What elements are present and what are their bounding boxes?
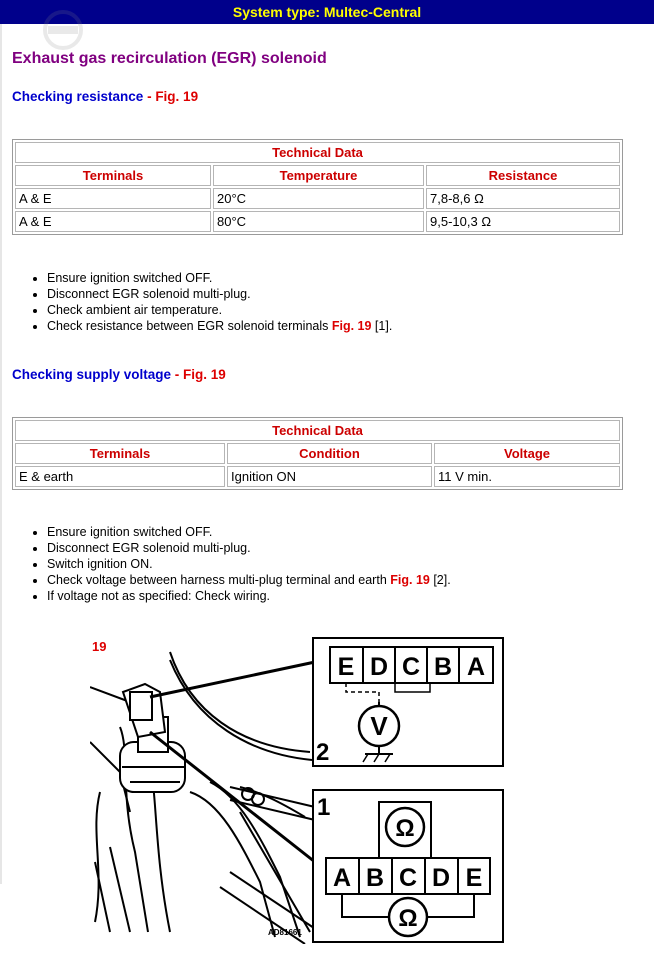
column-header: Temperature: [213, 165, 424, 186]
fig-link[interactable]: Fig. 19: [183, 367, 226, 382]
table-row: [15, 466, 620, 487]
section-heading-voltage: [12, 367, 226, 382]
technical-data-table-resistance: [12, 139, 623, 235]
left-border: [0, 24, 2, 884]
list-item: • Ensure ignition switched OFF.: [47, 270, 392, 286]
fig-link[interactable]: Fig. 19: [331, 319, 372, 333]
terminal-label: E: [465, 864, 483, 892]
table-row: [15, 211, 620, 232]
column-header: Resistance: [426, 165, 620, 186]
inset-label: 1: [317, 794, 331, 821]
figure-code: AD81661: [268, 928, 302, 937]
inset-voltage-check: [313, 638, 503, 766]
heading-text: Checking resistance: [12, 89, 144, 104]
table-title: Technical Data: [15, 142, 620, 163]
egr-solenoid-figure: [90, 632, 512, 944]
system-type-title: System type: Multec-Central: [232, 4, 422, 20]
inset-resistance-check: [313, 790, 503, 942]
terminal-label: A: [466, 653, 486, 681]
column-header: Condition: [227, 443, 432, 464]
step-text: Check voltage between harness multi-plug terminal and earth: [47, 573, 391, 587]
fig-link[interactable]: Fig. 19: [155, 89, 199, 104]
table-cell: E & earth: [15, 466, 225, 487]
table-title: Technical Data: [15, 420, 620, 441]
voltmeter-symbol: V: [370, 711, 388, 741]
terminal-label: B: [365, 864, 385, 892]
terminal-label: D: [431, 864, 451, 892]
list-item: • Ensure ignition switched OFF.: [47, 524, 451, 540]
heading-sep: -: [171, 367, 184, 382]
column-header: Terminals: [15, 165, 211, 186]
table-cell: 20°C: [213, 188, 424, 209]
fig-link[interactable]: Fig. 19: [390, 573, 430, 587]
heading-text: Checking supply voltage: [12, 367, 172, 382]
section-heading-resistance: [12, 89, 198, 104]
figure-number: 19: [92, 639, 107, 654]
table-cell: 11 V min.: [434, 466, 620, 487]
list-item: [47, 572, 451, 588]
list-item: • Disconnect EGR solenoid multi-plug.: [47, 540, 451, 556]
table-cell: 7,8-8,6 Ω: [426, 188, 620, 209]
terminal-label: E: [337, 653, 355, 681]
technical-data-table-voltage: [12, 417, 623, 490]
step-suffix: [2].: [429, 573, 451, 587]
table-cell: A & E: [15, 188, 211, 209]
list-item: • Switch ignition ON.: [47, 556, 451, 572]
terminal-label: D: [369, 653, 389, 681]
list-item: • Disconnect EGR solenoid multi-plug.: [47, 286, 392, 302]
terminal-label: C: [398, 864, 418, 892]
heading-sep: -: [143, 89, 156, 104]
system-type-bar: [0, 0, 654, 24]
voltage-steps-list: [28, 524, 451, 604]
column-header: Terminals: [15, 443, 225, 464]
terminal-label: C: [401, 653, 421, 681]
step-suffix: [1].: [371, 319, 393, 333]
table-cell: A & E: [15, 211, 211, 232]
table-cell: 80°C: [213, 211, 424, 232]
terminal-label: B: [433, 653, 453, 681]
step-text: Check resistance between EGR solenoid terminals: [47, 319, 332, 333]
inset-label: 2: [316, 739, 330, 766]
list-item: [47, 318, 392, 334]
page-title: Exhaust gas recirculation (EGR) solenoid: [12, 50, 327, 67]
list-item: • If voltage not as specified: Check wiring.: [47, 588, 451, 604]
table-row: [15, 188, 620, 209]
table-cell: Ignition ON: [227, 466, 432, 487]
terminal-label: A: [332, 864, 352, 892]
resistance-steps-list: [28, 270, 392, 334]
table-cell: 9,5-10,3 Ω: [426, 211, 620, 232]
ohmmeter-symbol: Ω: [395, 815, 415, 842]
column-header: Voltage: [434, 443, 620, 464]
ohmmeter-symbol: Ω: [398, 905, 418, 932]
watermark-logo-icon: [28, 8, 98, 52]
list-item: • Check ambient air temperature.: [47, 302, 392, 318]
